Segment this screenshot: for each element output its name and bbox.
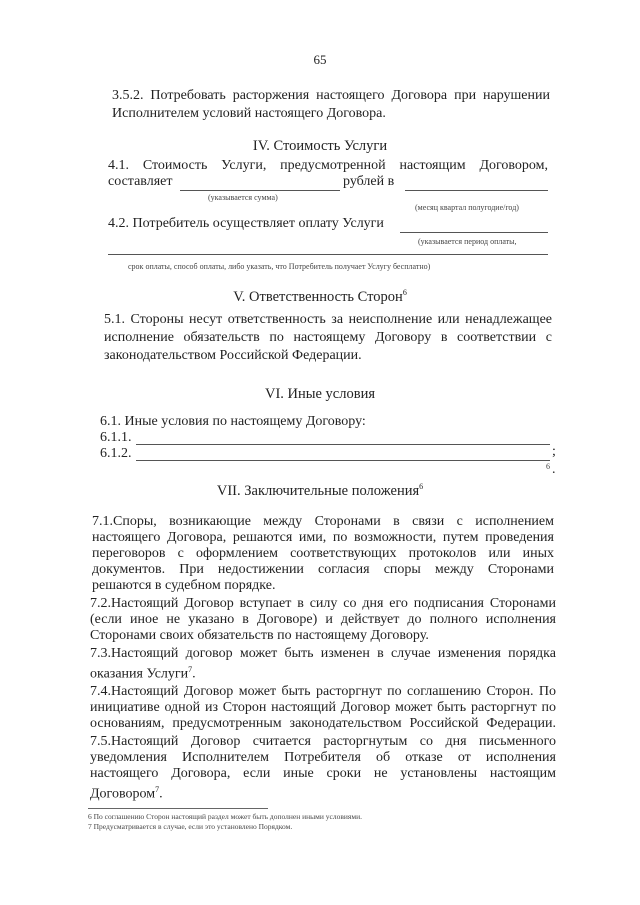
hint-sum: (указывается сумма) [208, 193, 278, 202]
footnote-ref-7b: 7 [155, 785, 160, 794]
section-4-heading: IV. Стоимость Услуги [252, 138, 388, 154]
footnote-ref-7a: 7 [188, 665, 193, 674]
section-5-heading [0, 288, 640, 306]
clause-4-2: 4.2. Потребитель осуществляет оплату Услуги [108, 216, 384, 231]
clause-7-2-line2: (если иное не указано в Договоре) и действует до полного исполнения [90, 612, 556, 627]
clause-4-1-line2-mid: рублей в [343, 174, 395, 189]
payment-blank-2 [108, 254, 548, 255]
clause-5-1-line2: исполнение обязательств по настоящему Договору в соответствии с [104, 330, 552, 345]
clause-7-3-line2 [90, 662, 556, 683]
hint-period: (месяц квартал полугодие/год) [415, 203, 519, 212]
hint-payment-1: (указывается период оплаты, [418, 237, 517, 246]
clause-6-1: 6.1. Иные условия по настоящему Договору: [100, 414, 366, 429]
clause-6-1-1: 6.1.1. [100, 430, 132, 445]
clause-7-5-line1: 7.5.Настоящий Договор считается расторгнутым со дня письменного [90, 734, 556, 749]
clause-7-5-line4 [90, 782, 556, 803]
footnote-divider [88, 808, 268, 809]
footnote-ref-6a: 6 [402, 288, 407, 297]
clause-7-1-line5: решаются в судебном порядке. [92, 578, 276, 593]
clause-3-5-2-line2: Исполнителем условий настоящего Договора. [112, 106, 386, 121]
clause-7-5-line2: уведомления Исполнителем Потребителя об отказе от исполнения [90, 750, 556, 765]
clause-5-1-line1: 5.1. Стороны несут ответственность за неисполнение или ненадлежащее [104, 312, 552, 327]
clause-5-1-line3: законодательством Российской Федерации. [104, 348, 362, 363]
clause-7-2-line3: Сторонами своих обязательств по настоящему Договору. [90, 628, 429, 643]
section-6-heading: VI. Иные условия [264, 386, 376, 402]
other-terms-blank-2 [136, 460, 550, 461]
section-7-title: VII. Заключительные положения [216, 482, 420, 499]
period-mark: . [552, 462, 556, 477]
clause-4-1-line1: 4.1. Стоимость Услуги, предусмотренной настоящим Договором, [108, 158, 548, 173]
sum-blank [180, 190, 340, 191]
other-terms-blank-1 [136, 444, 550, 445]
hint-payment-2: срок оплаты, способ оплаты, либо указать, что Потребитель получает Услугу бесплатно) [128, 262, 431, 271]
footnote-mark-6: 6 [546, 462, 550, 471]
clause-7-3-end: . [192, 666, 196, 682]
clause-3-5-2-line1: 3.5.2. Потребовать расторжения настоящего Договора при нарушении [112, 88, 550, 103]
clause-7-5-end: . [159, 786, 163, 802]
page-number: 65 [313, 52, 327, 67]
footnote-7: 7 Предусматривается в случае, если это установлено Порядком. [88, 822, 293, 831]
clause-7-5-line3: настоящего Договора, если иные сроки не установлены настоящим [90, 766, 556, 781]
clause-7-1-line2: настоящего Договора, решаются ими, по возможности, путем проведения [92, 530, 554, 545]
payment-blank-1 [400, 232, 548, 233]
section-7-heading [0, 482, 640, 500]
clause-7-3-line1: 7.3.Настоящий договор может быть изменен в случае изменения порядка [90, 646, 556, 661]
clause-7-4-line3: основаниям, предусмотренным законодательством Российской Федерации. [90, 716, 556, 731]
clause-7-2-line1: 7.2.Настоящий Договор вступает в силу со дня его подписания Сторонами [90, 596, 556, 611]
clause-4-1-line2-pre: составляет [108, 174, 173, 189]
semicolon: ; [552, 444, 556, 459]
clause-7-4-line1: 7.4.Настоящий Договор может быть расторгнут по соглашению Сторон. По [90, 684, 556, 699]
clause-7-1-line3: переговоров с оформлением соответствующих протоколов или иных [92, 546, 554, 561]
section-5-title: V. Ответственность Сторон [233, 288, 403, 305]
period-blank [405, 190, 548, 191]
clause-6-1-2: 6.1.2. [100, 446, 132, 461]
footnote-ref-6b: 6 [419, 482, 424, 491]
clause-7-4-line2: инициативе одной из Сторон настоящий Договор может быть расторгнут по [90, 700, 556, 715]
clause-7-1-line1: 7.1.Споры, возникающие между Сторонами в связи с исполнением [92, 514, 554, 529]
clause-7-3-text: оказания Услуги [90, 666, 189, 682]
clause-7-1-line4: документов. При недостижении согласия споры между Сторонами [92, 562, 554, 577]
clause-7-5-text: Договором [90, 786, 156, 802]
footnote-6: 6 По соглашению Сторон настоящий раздел может быть дополнен иными условиями. [88, 812, 363, 821]
